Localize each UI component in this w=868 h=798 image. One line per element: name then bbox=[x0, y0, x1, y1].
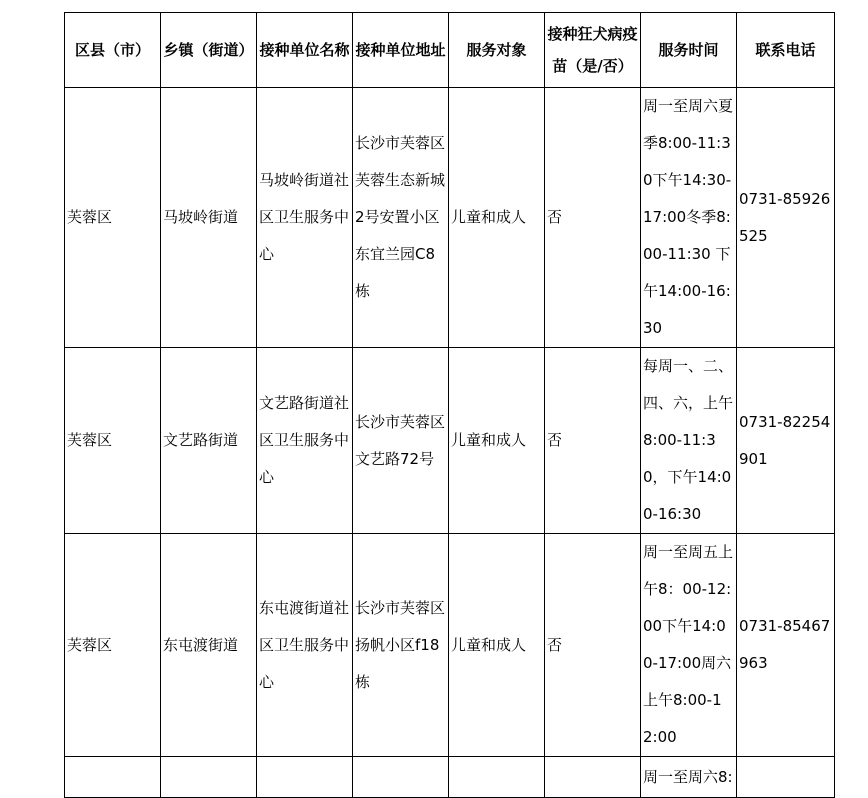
cell-county bbox=[65, 757, 161, 798]
cell-hours: 周一至周五上午8：00-12:00下午14:00-17:00周六上午8:00-12:00 bbox=[641, 534, 737, 757]
vaccination-sites-table bbox=[64, 12, 835, 798]
cell-unit-name bbox=[257, 757, 353, 798]
cell-county: 芙蓉区 bbox=[65, 88, 161, 348]
cell-target: 儿童和成人 bbox=[449, 88, 545, 348]
cell-street: 文艺路街道 bbox=[161, 348, 257, 534]
cell-rabies bbox=[545, 757, 641, 798]
cell-target: 儿童和成人 bbox=[449, 348, 545, 534]
cell-street bbox=[161, 757, 257, 798]
cell-address: 长沙市芙蓉区扬帆小区f18栋 bbox=[353, 534, 449, 757]
cell-rabies: 否 bbox=[545, 348, 641, 534]
cell-phone: 0731-85467963 bbox=[737, 534, 835, 757]
header-unit-name: 接种单位名称 bbox=[257, 13, 353, 88]
cell-rabies: 否 bbox=[545, 534, 641, 757]
cell-target: 儿童和成人 bbox=[449, 534, 545, 757]
cell-county: 芙蓉区 bbox=[65, 534, 161, 757]
table-row bbox=[65, 88, 835, 348]
cell-target bbox=[449, 757, 545, 798]
header-hours: 服务时间 bbox=[641, 13, 737, 88]
cell-county: 芙蓉区 bbox=[65, 348, 161, 534]
table-row bbox=[65, 534, 835, 757]
cell-hours: 周一至周六夏季8:00-11:30下午14:30-17:00冬季8:00-11:30 下午14:00-16:30 bbox=[641, 88, 737, 348]
header-street: 乡镇（街道） bbox=[161, 13, 257, 88]
cell-phone: 0731-85926525 bbox=[737, 88, 835, 348]
header-rabies: 接种狂犬病疫苗（是/否） bbox=[545, 13, 641, 88]
table-header-row bbox=[65, 13, 835, 88]
cell-unit-name: 马坡岭街道社区卫生服务中心 bbox=[257, 88, 353, 348]
cell-phone bbox=[737, 757, 835, 798]
table-row bbox=[65, 348, 835, 534]
cell-hours: 周一至周六8: bbox=[641, 757, 737, 798]
cell-address: 长沙市芙蓉区文艺路72号 bbox=[353, 348, 449, 534]
cell-unit-name: 文艺路街道社区卫生服务中心 bbox=[257, 348, 353, 534]
cell-hours: 每周一、二、四、六，上午8:00-11:30，下午14:00-16:30 bbox=[641, 348, 737, 534]
cell-unit-name: 东屯渡街道社区卫生服务中心 bbox=[257, 534, 353, 757]
cell-phone: 0731-82254901 bbox=[737, 348, 835, 534]
cell-street: 马坡岭街道 bbox=[161, 88, 257, 348]
cell-address bbox=[353, 757, 449, 798]
header-address: 接种单位地址 bbox=[353, 13, 449, 88]
header-phone: 联系电话 bbox=[737, 13, 835, 88]
cell-street: 东屯渡街道 bbox=[161, 534, 257, 757]
cell-rabies: 否 bbox=[545, 88, 641, 348]
header-target: 服务对象 bbox=[449, 13, 545, 88]
header-county: 区县（市） bbox=[65, 13, 161, 88]
table-row bbox=[65, 757, 835, 798]
cell-address: 长沙市芙蓉区芙蓉生态新城2号安置小区东宜兰园C8栋 bbox=[353, 88, 449, 348]
